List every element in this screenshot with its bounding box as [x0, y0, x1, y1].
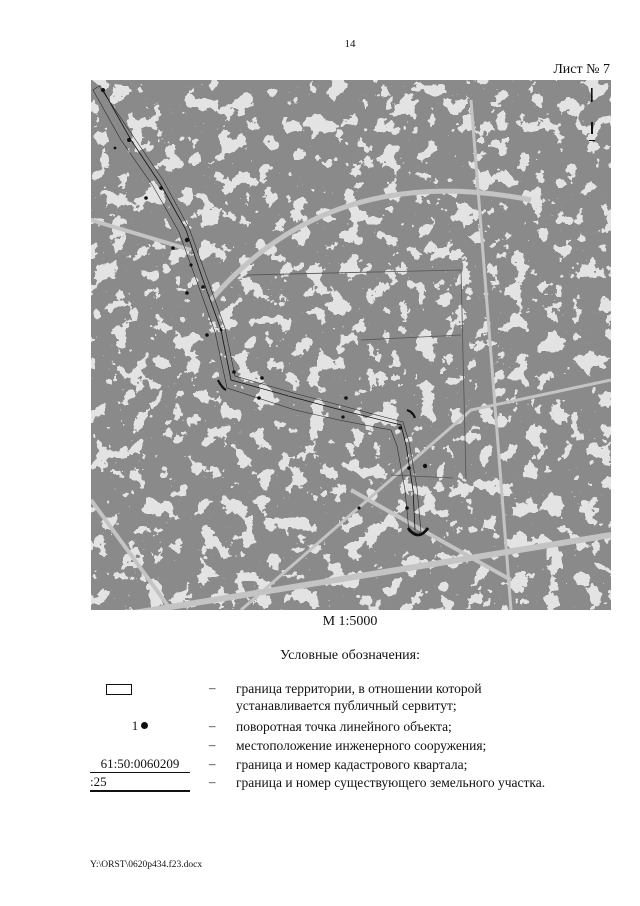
legend-item-turning-point	[0, 718, 640, 736]
turning-point-symbol	[90, 718, 190, 734]
legend-dash: –	[209, 737, 216, 752]
turning-point-icon	[141, 722, 148, 729]
legend-title: Условные обозначения:	[279, 648, 421, 663]
terrain-speckle	[91, 80, 611, 610]
map-scale: М 1:5000	[322, 614, 378, 629]
boundary-rectangle-icon	[106, 684, 132, 695]
legend-item-land-plot	[0, 774, 640, 792]
legend-dash: –	[209, 774, 216, 789]
legend-text: поворотная точка линейного объекта;	[236, 719, 452, 734]
file-path: Y:\ORST\0620p434.f23.docx	[90, 860, 203, 870]
legend-text	[236, 680, 616, 714]
legend-text-line: граница территории, в отношении которой	[236, 681, 482, 696]
legend-item-cadastral-quarter	[0, 756, 640, 774]
legend-dash: –	[209, 718, 216, 733]
legend-symbol	[90, 737, 190, 755]
legend-text: граница и номер существующего земельного участка.	[236, 775, 546, 790]
legend-symbol	[90, 680, 190, 698]
turning-point-number: 1	[131, 718, 139, 733]
legend-symbol	[90, 774, 190, 792]
cadastral-quarter-number: 61:50:0060209	[90, 756, 190, 773]
map-area	[91, 80, 611, 610]
legend-symbol	[90, 756, 190, 774]
legend-dash: –	[209, 680, 216, 695]
page-number: 14	[344, 38, 356, 50]
legend-item-servitude-boundary	[0, 680, 640, 713]
legend-symbol	[90, 718, 190, 736]
legend-dash: –	[209, 756, 216, 771]
legend-text: граница и номер кадастрового квартала;	[236, 757, 468, 772]
land-plot-number: :25	[90, 774, 190, 792]
legend-item-engineering-structure	[0, 737, 640, 755]
map-canvas	[91, 80, 611, 610]
sheet-label: Лист № 7	[553, 62, 610, 77]
legend	[0, 680, 640, 820]
legend-text: местоположение инженерного сооружения;	[236, 738, 487, 753]
legend-text-line: устанавливается публичный сервитут;	[236, 698, 457, 713]
